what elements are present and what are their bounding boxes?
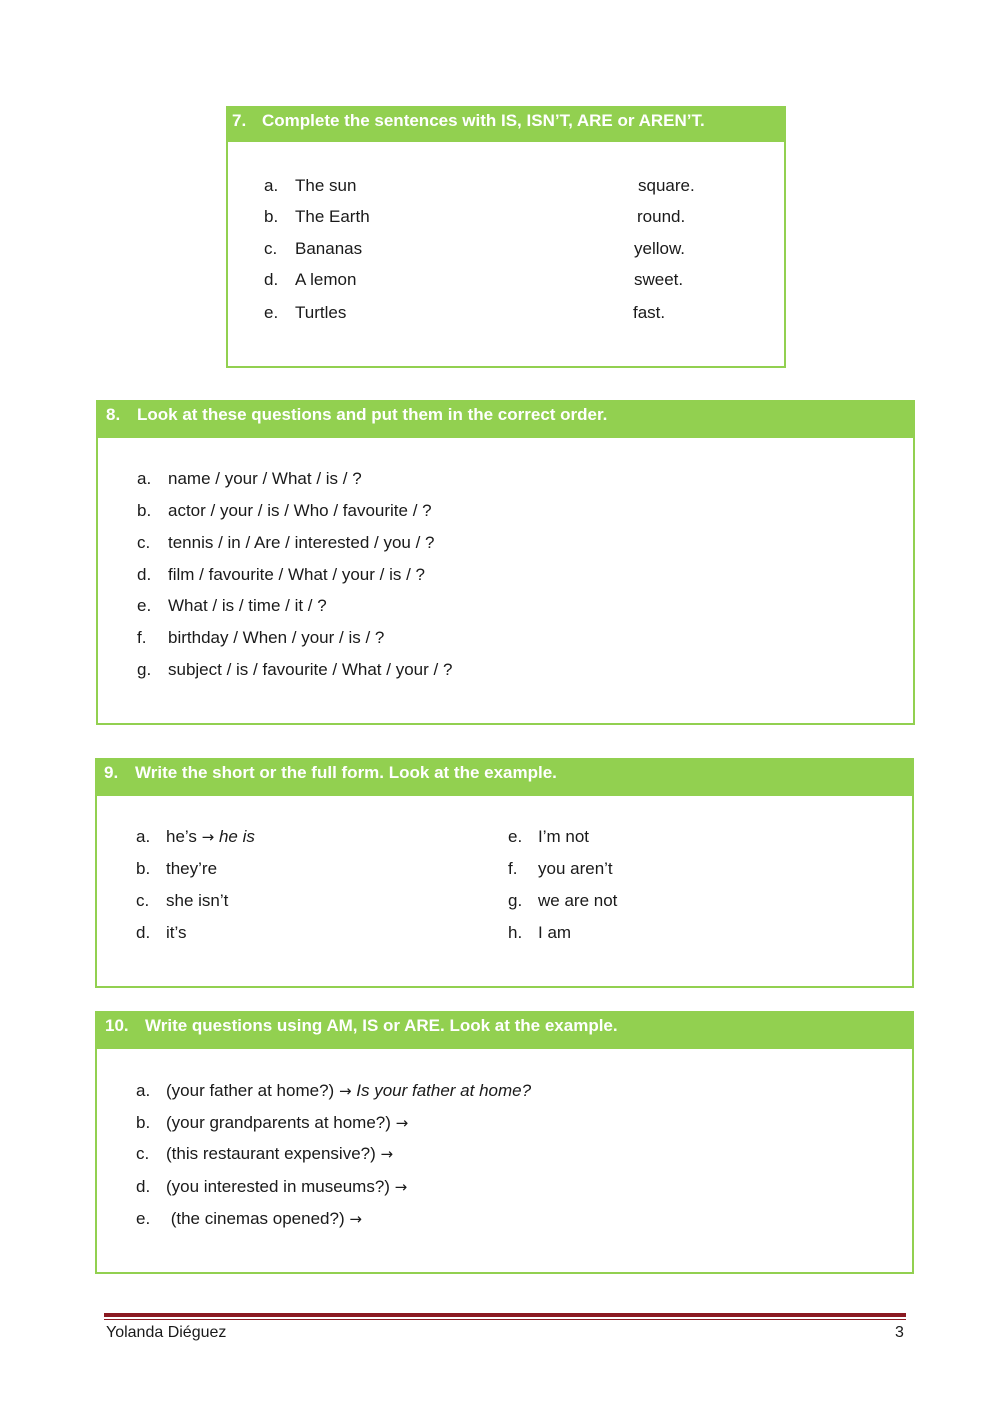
ex10-prompt: (this restaurant expensive?) (166, 1144, 376, 1163)
ex7-subject: The sun (295, 176, 357, 195)
ex8-text: What / is / time / it / ? (168, 596, 327, 615)
footer-rule-thin (104, 1319, 906, 1320)
ex7-ending-d: sweet. (634, 270, 684, 289)
ex7-subject: The Earth (295, 207, 370, 226)
ex9-letter: a. (136, 827, 151, 846)
page-number: 3 (895, 1324, 904, 1341)
ex10-text (166, 1208, 362, 1230)
exercise-10-header (97, 1013, 912, 1049)
ex8-letter: b. (137, 501, 152, 520)
ex8-letter: g. (137, 660, 152, 679)
exercise-7-box (226, 106, 786, 368)
exercise-9-title: Write the short or the full form. Look at the example. (135, 763, 557, 782)
ex10-letter: c. (136, 1144, 150, 1163)
ex10-prompt: (your father at home?) (166, 1081, 335, 1100)
ex9-letter: d. (136, 923, 151, 942)
ex8-letter: a. (137, 469, 152, 488)
ex8-letter: f. (137, 628, 147, 647)
footer-rule-thick (104, 1313, 906, 1317)
exercise-7-title: Complete the sentences with IS, ISN’T, ARE or AREN’T. (262, 111, 705, 130)
ex8-letter: d. (137, 565, 152, 584)
exercise-9-number: 9. (104, 763, 119, 782)
exercise-8-title: Look at these questions and put them in the correct order. (137, 405, 608, 424)
ex10-text (166, 1080, 531, 1102)
ex9-text: I’m not (538, 827, 590, 846)
exercise-7-number: 7. (232, 111, 247, 130)
ex10-letter: d. (136, 1177, 151, 1196)
exercise-9-box (95, 758, 914, 988)
ex7-letter: e. (264, 303, 279, 322)
ex8-letter: c. (137, 533, 151, 552)
ex7-subject: A lemon (295, 270, 357, 289)
ex9-text: we are not (538, 891, 618, 910)
arrow-icon: → (201, 828, 215, 846)
ex9-word: he’s (166, 827, 197, 846)
ex10-prompt: (you interested in museums?) (166, 1177, 390, 1196)
ex10-text (166, 1143, 393, 1165)
ex7-subject: Bananas (295, 239, 363, 258)
arrow-icon: → (349, 1210, 362, 1228)
arrow-icon: → (395, 1114, 409, 1132)
ex9-letter: h. (508, 923, 523, 942)
ex8-text: tennis / in / Are / interested / you / ? (168, 533, 435, 552)
ex8-text: name / your / What / is / ? (168, 469, 362, 488)
ex9-text: I am (538, 923, 572, 942)
ex9-letter: b. (136, 859, 151, 878)
exercise-8-header (98, 402, 913, 438)
ex7-subject: Turtles (295, 303, 347, 322)
ex10-text (166, 1176, 407, 1198)
exercise-10-title: Write questions using AM, IS or ARE. Look at the example. (145, 1016, 618, 1035)
exercise-10-number: 10. (105, 1016, 129, 1035)
ex7-ending-b: round. (637, 207, 686, 226)
footer-author: Yolanda Diéguez (106, 1324, 227, 1341)
ex9-letter: c. (136, 891, 150, 910)
ex10-letter: b. (136, 1113, 151, 1132)
ex9-letter: f. (508, 859, 518, 878)
exercise-8-number: 8. (106, 405, 121, 424)
ex9-text: she isn’t (166, 891, 229, 910)
ex10-prompt: (the cinemas opened?) (166, 1209, 345, 1228)
ex9-letter: e. (508, 827, 523, 846)
ex10-letter: e. (136, 1209, 151, 1228)
exercise-7-header (228, 108, 784, 142)
ex8-text: birthday / When / your / is / ? (168, 628, 385, 647)
ex10-example-answer: Is your father at home? (356, 1081, 532, 1100)
arrow-icon: → (380, 1145, 394, 1163)
arrow-icon: → (394, 1178, 408, 1196)
ex9-text: you aren’t (538, 859, 613, 878)
ex8-text: subject / is / favourite / What / your / ? (168, 660, 453, 679)
ex10-letter: a. (136, 1081, 151, 1100)
arrow-icon: → (338, 1082, 352, 1100)
ex9-letter: g. (508, 891, 523, 910)
ex7-letter: d. (264, 270, 279, 289)
ex8-text: actor / your / is / Who / favourite / ? (168, 501, 432, 520)
ex7-ending-a: square. (638, 176, 695, 195)
exercise-9-header (97, 760, 912, 796)
ex8-letter: e. (137, 596, 152, 615)
ex7-ending-c: yellow. (634, 239, 686, 258)
ex7-letter: b. (264, 207, 279, 226)
ex9-text: it’s (166, 923, 187, 942)
ex10-prompt: (your grandparents at home?) (166, 1113, 391, 1132)
ex7-letter: a. (264, 176, 279, 195)
ex9-text: they’re (166, 859, 218, 878)
ex9-text (166, 826, 255, 848)
ex7-letter: c. (264, 239, 278, 258)
ex7-ending-e: fast. (633, 303, 666, 322)
ex9-example-answer: he is (218, 827, 255, 846)
ex8-text: film / favourite / What / your / is / ? (168, 565, 425, 584)
ex10-text (166, 1112, 408, 1134)
